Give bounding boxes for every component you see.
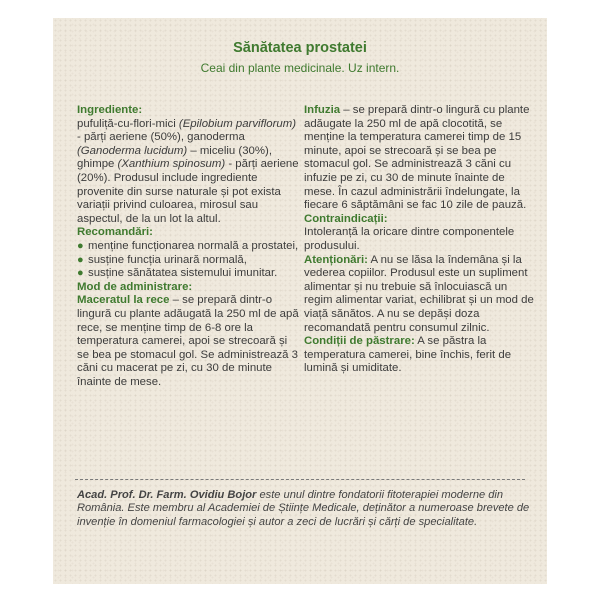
recomandare-item: ● susține funcția urinară normală,: [77, 253, 247, 266]
author-bio: este unul dintre fondatorii fitoterapiei moderne din România. Este membru al Academiei de Științe Medicale, deținător a numeroase brevete de invenție în domeniul farmacologiei și autor a zeci de lucrări și cărți de specialitate.: [77, 489, 530, 528]
product-title: Sănătatea prostatei: [233, 40, 367, 56]
right-column: [304, 104, 536, 376]
infuzia-section: [304, 104, 536, 213]
recomandare-item: ● susține sănătatea sistemului imunitar.: [77, 267, 278, 280]
ingredient-text-1: pufuliță-cu-flori-mici: [77, 117, 179, 130]
macerat-text: – se prepară dintr-o lingură cu plante adăugată la 250 ml de apă rece, se menține timp de 6-8 ore la temperatura camerei, apoi se strecoară și se bea pe stomacul gol. Se administrează 3 căni cu macerat pe zi, cu 30 de minute înainte de mese.: [77, 294, 299, 388]
ingrediente-section: [77, 104, 299, 226]
mod-administrare-heading: Mod de administrare:: [77, 280, 193, 293]
left-column: [77, 104, 299, 389]
recomandari-heading: Recomandări:: [77, 226, 153, 239]
ingredient-text-2: - părți aeriene (50%), ganoderma: [77, 131, 245, 144]
bullet-icon: ●: [77, 267, 84, 280]
atentionari-section: [304, 254, 536, 336]
bullet-icon: ●: [77, 253, 84, 266]
recomandare-item: ● menține funcționarea normală a prostatei,: [77, 239, 299, 252]
contraindicatii-text: Intoleranță la oricare dintre componentele produsului.: [304, 226, 515, 252]
macerat-heading: Maceratul la rece: [77, 294, 170, 307]
conditii-heading: Condiții de păstrare:: [304, 335, 415, 348]
product-subtitle: Ceai din plante medicinale. Uz intern.: [200, 61, 400, 75]
infuzia-heading: Infuzia: [304, 104, 341, 116]
ingredient-text-3: – miceliu (30%), ghimpe: [77, 144, 272, 171]
tea-label-card: [53, 18, 547, 584]
ingredient-latin-1: (Epilobium parviflorum): [178, 117, 297, 130]
bullet-icon: ●: [77, 239, 84, 252]
atentionari-text: A nu se lăsa la îndemâna și la vederea copiilor. Produsul este un supliment alimentar și nu trebuie să înlocuiască un regim alimentar variat, echilibrat și un mod de viață sănătos. A nu se depăși doza recomandată pentru consumul zilnic.: [304, 253, 534, 334]
ingredient-latin-2: (Ganoderma lucidum): [77, 144, 188, 157]
ingredient-latin-3: (Xanthium spinosum): [117, 158, 226, 171]
macerat-section: [77, 294, 299, 389]
contraindicatii-heading: Contraindicații:: [304, 212, 388, 225]
atentionari-heading: Atenționări:: [304, 253, 368, 266]
conditii-section: [304, 335, 536, 376]
infuzia-text: – se prepară dintr-o lingură cu plante adăugate la 250 ml de apă clocotită, se menține la temperatura camerei timp de 15 minute, apoi se strecoară și se bea pe stomacul gol. Se administrează 3 căni cu infuzie pe zi, cu 30 de minute înainte de mese. În cazul administrării îndelungate, la fiecare 6 săptămâni se fac 10 zile de pauză.: [304, 104, 530, 212]
conditii-text: A se păstra la temperatura camerei, bine închis, ferit de lumină și umiditate.: [304, 335, 512, 375]
author-note: [77, 489, 535, 529]
ingredient-text-4: - părți aeriene (20%). Produsul include ingrediente provenite din surse naturale și pot exista variații privind culoarea, mirosul sau aspectul, de la un lot la altul.: [77, 158, 299, 225]
ingrediente-heading: Ingrediente:: [77, 104, 143, 116]
dashed-divider: [75, 479, 525, 480]
author-name: Acad. Prof. Dr. Farm. Ovidiu Bojor: [77, 489, 257, 501]
